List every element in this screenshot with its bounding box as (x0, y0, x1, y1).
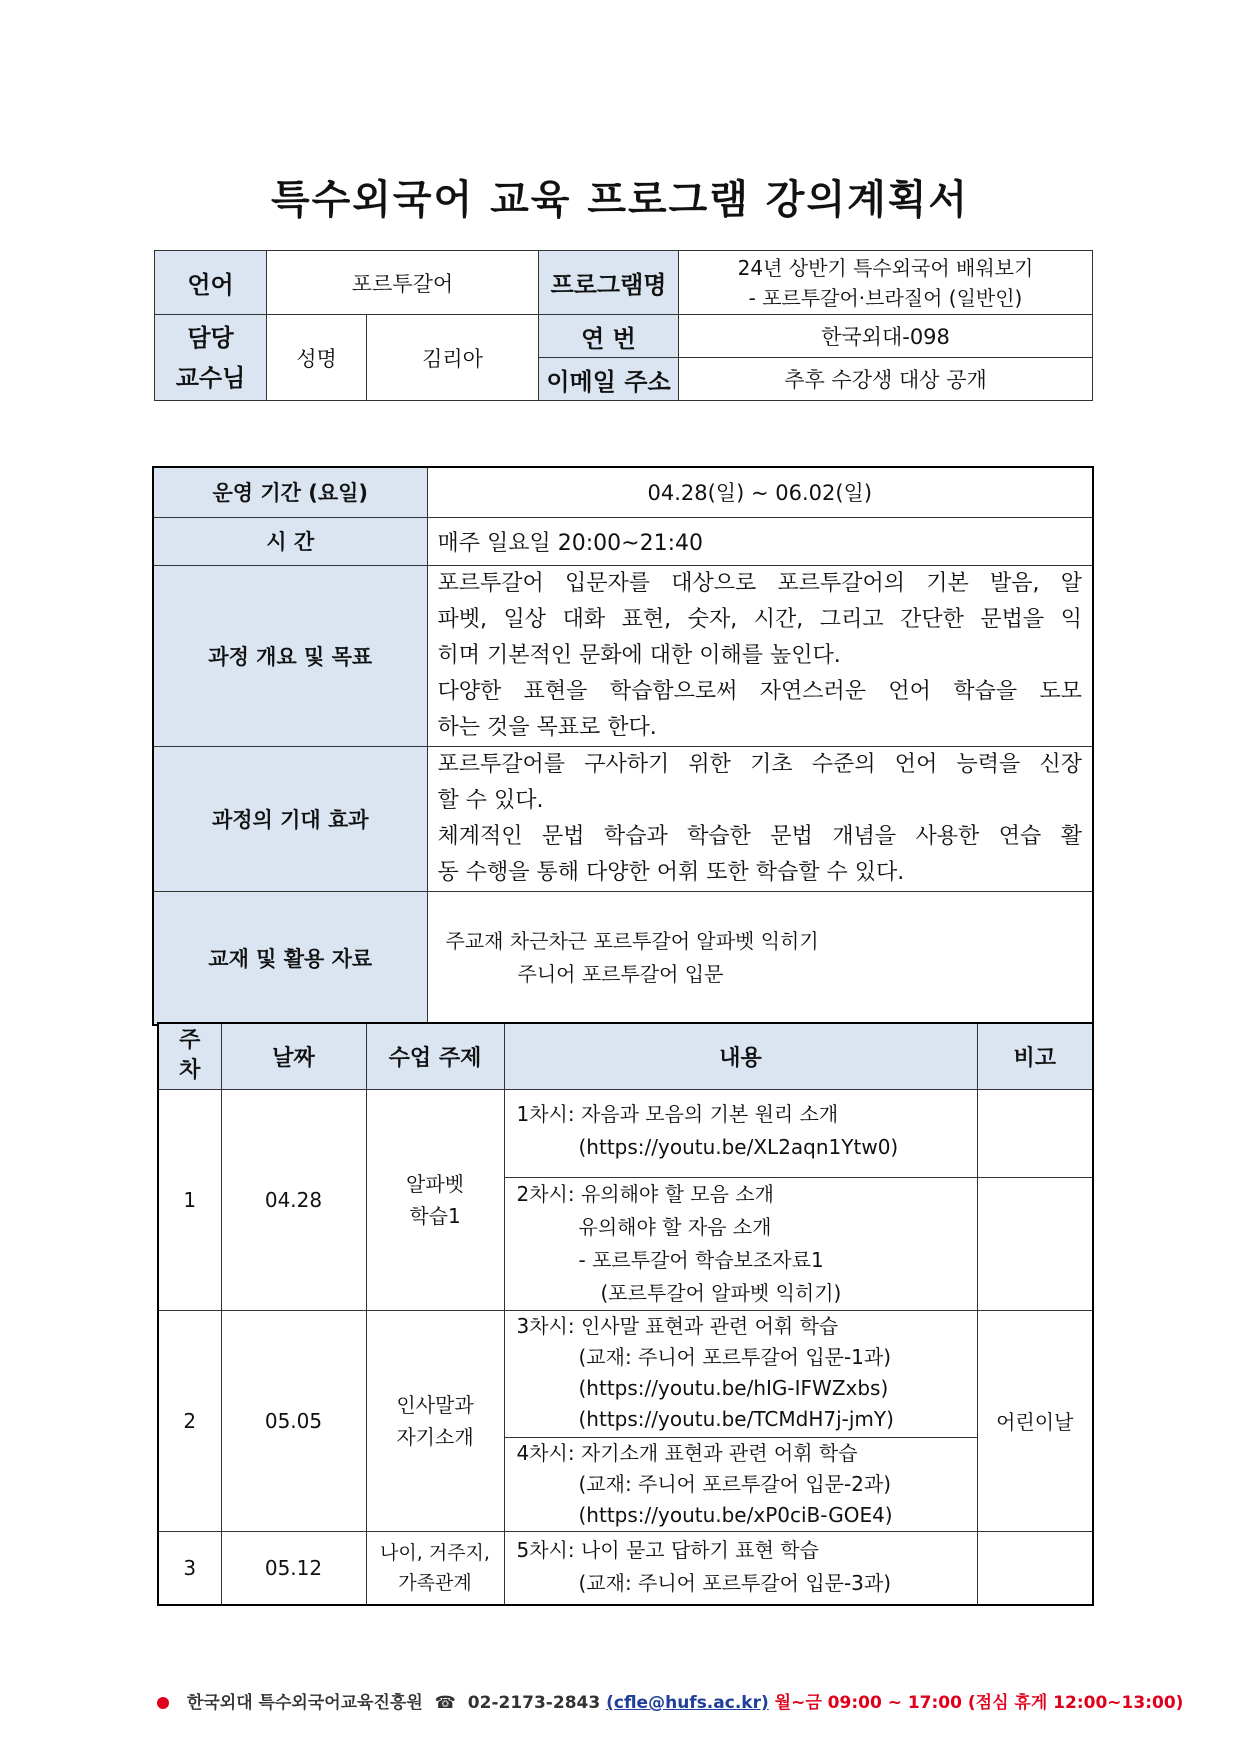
language-value: 포르투갈어 (267, 251, 539, 315)
session-line: (포르투갈어 알파벳 익히기) (600, 1280, 842, 1305)
date-cell: 04.28 (221, 1089, 366, 1310)
footer-phone: 02-2173-2843 (467, 1693, 601, 1713)
overview-value (427, 565, 1093, 746)
overview-line: 다양한 표현을 학습함으로써 자연스러운 언어 학습을 도모 (437, 678, 1082, 704)
topic-cell (366, 1310, 504, 1531)
topic-line: 자기소개 (396, 1424, 474, 1449)
session-cell (504, 1177, 977, 1310)
id-label: 연 번 (539, 315, 679, 358)
effect-line: 동 수행을 통해 다양한 어휘 또한 학습할 수 있다. (437, 859, 905, 885)
email-label: 이메일 주소 (539, 358, 679, 401)
effect-value (427, 746, 1093, 891)
program-line: 24년 상반기 특수외국어 배워보기 (737, 255, 1034, 280)
date-cell: 05.12 (221, 1531, 366, 1605)
overview-line: 파벳, 일상 대화 표현, 숫자, 시간, 그리고 간단한 문법을 익 (437, 606, 1082, 632)
program-label: 프로그램명 (539, 251, 679, 315)
table-row (158, 1310, 1093, 1437)
week-number: 2 (158, 1310, 221, 1531)
header-week-line: 차 (179, 1058, 201, 1084)
topic-line: 인사말과 (396, 1392, 474, 1417)
table-row (158, 1531, 1093, 1605)
session-line: 유의해야 할 자음 소개 (578, 1214, 772, 1239)
topic-line: 가족관계 (398, 1571, 472, 1594)
session-line: 5차시: 나이 묻고 답하기 표현 학습 (516, 1537, 819, 1562)
topic-line: 나이, 거주지, (380, 1541, 490, 1564)
professor-label (155, 315, 267, 401)
materials-line: 주니어 포르투갈어 입문 (517, 961, 724, 986)
professor-label-line: 담당 (187, 323, 234, 352)
session-line: (교재: 주니어 포르투갈어 입문-1과) (578, 1344, 892, 1369)
topic-line: 알파벳 (406, 1171, 464, 1196)
overview-label: 과정 개요 및 목표 (153, 565, 427, 746)
footer-email-link[interactable]: (cfle@hufs.ac.kr) (606, 1693, 769, 1713)
time-value: 매주 일요일 20:00~21:40 (427, 517, 1093, 565)
session-cell (504, 1310, 977, 1437)
session-line: 1차시: 자음과 모음의 기본 원리 소개 (516, 1101, 839, 1126)
email-value: 추후 수강생 대상 공개 (679, 358, 1093, 401)
header-date: 날짜 (221, 1023, 366, 1089)
info-table (154, 250, 1093, 401)
bullet-dot-icon (157, 1697, 169, 1709)
overview-line: 하는 것을 목표로 한다. (437, 714, 657, 740)
phone-icon: ☎ (434, 1693, 456, 1713)
topic-cell (366, 1531, 504, 1605)
program-value (679, 251, 1093, 315)
note-cell (977, 1531, 1093, 1605)
effect-label: 과정의 기대 효과 (153, 746, 427, 891)
session-line: 4차시: 자기소개 표현과 관련 어휘 학습 (516, 1440, 858, 1465)
professor-label-line: 교수님 (175, 363, 246, 392)
program-line: - 포르투갈어·브라질어 (일반인) (748, 285, 1023, 310)
session-line: 3차시: 인사말 표현과 관련 어휘 학습 (516, 1313, 839, 1338)
week-number: 3 (158, 1531, 221, 1605)
session-cell (504, 1089, 977, 1177)
name-label: 성명 (267, 315, 367, 401)
overview-line: 히며 기본적인 문화에 대한 이해를 높인다. (437, 642, 841, 668)
session-cell (504, 1531, 977, 1605)
week-number: 1 (158, 1089, 221, 1310)
session-line: - 포르투갈어 학습보조자료1 (578, 1247, 824, 1272)
header-week-line: 주 (179, 1028, 201, 1054)
footer (157, 1688, 1183, 1713)
course-table (152, 466, 1094, 1026)
schedule-table (157, 1022, 1094, 1606)
effect-line: 할 수 있다. (437, 787, 544, 813)
effect-line: 체계적인 문법 학습과 학습한 문법 개념을 사용한 연습 활 (437, 823, 1082, 849)
period-value: 04.28(일) ~ 06.02(일) (427, 467, 1093, 517)
note-cell (977, 1089, 1093, 1177)
period-label: 운영 기간 (요일) (153, 467, 427, 517)
language-label: 언어 (155, 251, 267, 315)
session-cell (504, 1437, 977, 1531)
session-line: 2차시: 유의해야 할 모음 소개 (516, 1181, 774, 1206)
time-label: 시 간 (153, 517, 427, 565)
name-value: 김리아 (367, 315, 539, 401)
overview-line: 포르투갈어 입문자를 대상으로 포르투갈어의 기본 발음, 알 (437, 570, 1082, 596)
note-cell (977, 1177, 1093, 1310)
footer-hours: 월~금 09:00 ~ 17:00 (점심 휴게 12:00~13:00) (774, 1693, 1184, 1713)
topic-cell (366, 1089, 504, 1310)
session-line: (교재: 주니어 포르투갈어 입문-2과) (578, 1471, 892, 1496)
header-content: 내용 (504, 1023, 977, 1089)
table-row (158, 1089, 1093, 1177)
effect-line: 포르투갈어를 구사하기 위한 기초 수준의 언어 능력을 신장 (437, 751, 1082, 777)
date-cell: 05.05 (221, 1310, 366, 1531)
session-line: (교재: 주니어 포르투갈어 입문-3과) (578, 1570, 892, 1595)
header-note: 비고 (977, 1023, 1093, 1089)
id-value: 한국외대-098 (679, 315, 1093, 358)
note-cell: 어린이날 (977, 1310, 1093, 1531)
header-topic: 수업 주제 (366, 1023, 504, 1089)
materials-label: 교재 및 활용 자료 (153, 891, 427, 1025)
session-line: (https://youtu.be/TCMdH7j-jmY) (578, 1406, 894, 1431)
session-line: (https://youtu.be/hIG-IFWZxbs) (578, 1375, 889, 1400)
topic-line: 학습1 (409, 1203, 461, 1228)
header-week (158, 1023, 221, 1089)
footer-org: 한국외대 특수외국어교육진흥원 (186, 1693, 423, 1713)
materials-value (427, 891, 1093, 1025)
materials-line: 주교재 차근차근 포르투갈어 알파벳 익히기 (445, 928, 819, 953)
page-title: 특수외국어 교육 프로그램 강의계획서 (270, 177, 970, 223)
session-line: (https://youtu.be/xP0ciB-GOE4) (578, 1502, 893, 1527)
session-line: (https://youtu.be/XL2aqn1Ytw0) (578, 1134, 899, 1159)
